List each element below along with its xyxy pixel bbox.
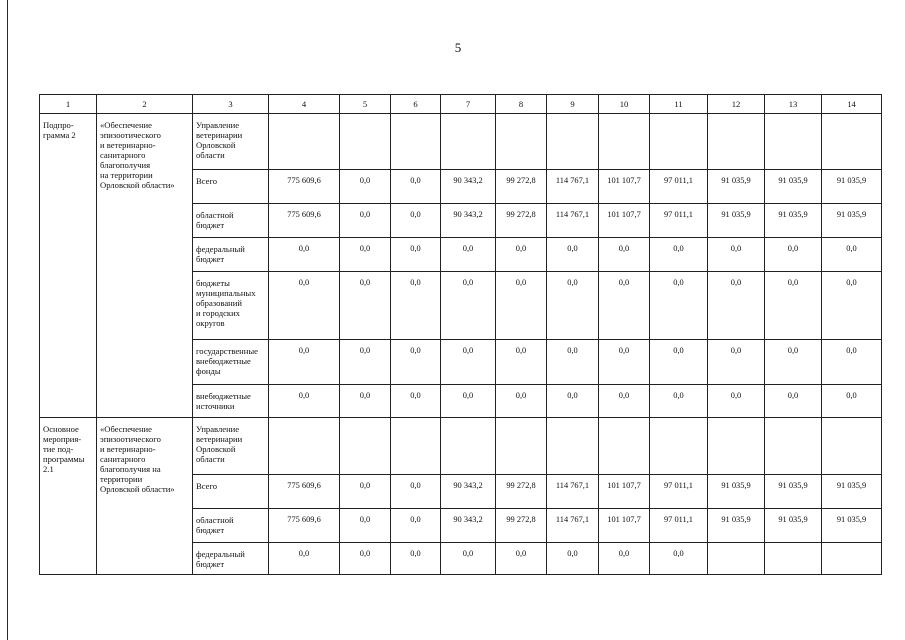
value-cell-col-13 (765, 418, 822, 475)
value-cell-col-14: 91 035,9 (822, 475, 882, 509)
value-cell-col-5: 0,0 (340, 272, 391, 340)
value-cell-col-6: 0,0 (391, 340, 441, 385)
funding-source-cell: бюджеты муниципальных образований и городских округов (193, 272, 269, 340)
value-cell-col-10: 0,0 (599, 543, 650, 575)
value-cell-col-10 (599, 418, 650, 475)
value-cell-col-11: 97 011,1 (650, 170, 708, 204)
value-cell-col-9: 114 767,1 (547, 204, 599, 238)
value-cell-col-4 (269, 418, 340, 475)
value-cell-col-11: 0,0 (650, 340, 708, 385)
column-header-9: 9 (547, 95, 599, 114)
value-cell-col-13: 91 035,9 (765, 475, 822, 509)
page-number: 5 (454, 40, 462, 55)
funding-source-cell: Управление ветеринарии Орловской области (193, 418, 269, 475)
value-cell-col-6 (391, 114, 441, 170)
value-cell-col-9: 114 767,1 (547, 475, 599, 509)
value-cell-col-5: 0,0 (340, 204, 391, 238)
value-cell-col-12: 91 035,9 (708, 204, 765, 238)
value-cell-col-14: 91 035,9 (822, 170, 882, 204)
value-cell-col-7: 0,0 (441, 543, 496, 575)
value-cell-col-6: 0,0 (391, 475, 441, 509)
column-header-8: 8 (496, 95, 547, 114)
value-cell-col-9 (547, 418, 599, 475)
value-cell-col-5: 0,0 (340, 170, 391, 204)
value-cell-col-11 (650, 418, 708, 475)
column-header-5: 5 (340, 95, 391, 114)
value-cell-col-14 (822, 543, 882, 575)
value-cell-col-11: 97 011,1 (650, 475, 708, 509)
value-cell-col-4 (269, 114, 340, 170)
column-header-4: 4 (269, 95, 340, 114)
column-header-7: 7 (441, 95, 496, 114)
value-cell-col-4: 0,0 (269, 543, 340, 575)
value-cell-col-4: 0,0 (269, 340, 340, 385)
value-cell-col-7: 90 343,2 (441, 170, 496, 204)
value-cell-col-7: 0,0 (441, 238, 496, 272)
value-cell-col-14: 0,0 (822, 340, 882, 385)
value-cell-col-6: 0,0 (391, 385, 441, 418)
value-cell-col-13: 0,0 (765, 238, 822, 272)
value-cell-col-10: 0,0 (599, 340, 650, 385)
value-cell-col-11: 0,0 (650, 272, 708, 340)
value-cell-col-5: 0,0 (340, 509, 391, 543)
value-cell-col-12: 0,0 (708, 238, 765, 272)
value-cell-col-13 (765, 543, 822, 575)
value-cell-col-8: 0,0 (496, 543, 547, 575)
value-cell-col-9: 0,0 (547, 238, 599, 272)
value-cell-col-7 (441, 114, 496, 170)
value-cell-col-13: 0,0 (765, 340, 822, 385)
funding-source-cell: областной бюджет (193, 509, 269, 543)
value-cell-col-6: 0,0 (391, 204, 441, 238)
value-cell-col-4: 775 609,6 (269, 170, 340, 204)
value-cell-col-13: 91 035,9 (765, 509, 822, 543)
value-cell-col-14: 0,0 (822, 272, 882, 340)
value-cell-col-10: 101 107,7 (599, 204, 650, 238)
column-header-13: 13 (765, 95, 822, 114)
value-cell-col-12: 0,0 (708, 340, 765, 385)
value-cell-col-6: 0,0 (391, 238, 441, 272)
value-cell-col-8 (496, 114, 547, 170)
value-cell-col-7: 0,0 (441, 340, 496, 385)
value-cell-col-6: 0,0 (391, 170, 441, 204)
value-cell-col-8: 99 272,8 (496, 509, 547, 543)
value-cell-col-13 (765, 114, 822, 170)
column-header-1: 1 (40, 95, 97, 114)
value-cell-col-12 (708, 543, 765, 575)
value-cell-col-6: 0,0 (391, 543, 441, 575)
value-cell-col-4: 775 609,6 (269, 475, 340, 509)
value-cell-col-8: 99 272,8 (496, 170, 547, 204)
value-cell-col-14 (822, 114, 882, 170)
funding-source-cell: федеральный бюджет (193, 543, 269, 575)
value-cell-col-7: 0,0 (441, 272, 496, 340)
column-header-12: 12 (708, 95, 765, 114)
value-cell-col-14: 0,0 (822, 385, 882, 418)
value-cell-col-8: 99 272,8 (496, 204, 547, 238)
value-cell-col-10: 0,0 (599, 385, 650, 418)
value-cell-col-14: 91 035,9 (822, 204, 882, 238)
value-cell-col-11: 0,0 (650, 385, 708, 418)
column-header-6: 6 (391, 95, 441, 114)
value-cell-col-11 (650, 114, 708, 170)
value-cell-col-9: 0,0 (547, 272, 599, 340)
value-cell-col-5 (340, 418, 391, 475)
value-cell-col-4: 775 609,6 (269, 509, 340, 543)
value-cell-col-12: 91 035,9 (708, 170, 765, 204)
value-cell-col-13: 91 035,9 (765, 204, 822, 238)
value-cell-col-11: 0,0 (650, 543, 708, 575)
table-row (40, 418, 882, 475)
program-code-cell: Основное мероприя- тие под- программы 2.1 (40, 418, 97, 575)
value-cell-col-9: 0,0 (547, 385, 599, 418)
value-cell-col-12: 0,0 (708, 272, 765, 340)
value-cell-col-12 (708, 114, 765, 170)
column-header-11: 11 (650, 95, 708, 114)
value-cell-col-13: 91 035,9 (765, 170, 822, 204)
value-cell-col-8: 0,0 (496, 340, 547, 385)
budget-table-body (40, 95, 882, 575)
program-name-cell: «Обеспечение эпизоотического и ветеринарно- санитарного благополучия на территории Орловской области» (97, 114, 193, 418)
value-cell-col-5: 0,0 (340, 238, 391, 272)
value-cell-col-9: 114 767,1 (547, 170, 599, 204)
funding-source-cell: государственные внебюджетные фонды (193, 340, 269, 385)
value-cell-col-5: 0,0 (340, 385, 391, 418)
value-cell-col-10: 101 107,7 (599, 475, 650, 509)
funding-source-cell: федеральный бюджет (193, 238, 269, 272)
value-cell-col-7: 0,0 (441, 385, 496, 418)
value-cell-col-10: 0,0 (599, 238, 650, 272)
value-cell-col-4: 775 609,6 (269, 204, 340, 238)
value-cell-col-11: 97 011,1 (650, 509, 708, 543)
funding-source-cell: Всего (193, 170, 269, 204)
column-header-14: 14 (822, 95, 882, 114)
page-margin-line (7, 0, 8, 640)
value-cell-col-6 (391, 418, 441, 475)
value-cell-col-10: 101 107,7 (599, 170, 650, 204)
funding-source-cell: Управление ветеринарии Орловской области (193, 114, 269, 170)
value-cell-col-8: 0,0 (496, 272, 547, 340)
value-cell-col-9: 0,0 (547, 543, 599, 575)
value-cell-col-10: 0,0 (599, 272, 650, 340)
value-cell-col-11: 97 011,1 (650, 204, 708, 238)
value-cell-col-14: 0,0 (822, 238, 882, 272)
value-cell-col-12: 0,0 (708, 385, 765, 418)
value-cell-col-6: 0,0 (391, 272, 441, 340)
value-cell-col-5: 0,0 (340, 475, 391, 509)
value-cell-col-9: 114 767,1 (547, 509, 599, 543)
value-cell-col-7 (441, 418, 496, 475)
value-cell-col-9: 0,0 (547, 340, 599, 385)
program-code-cell: Подпро- грамма 2 (40, 114, 97, 418)
column-header-3: 3 (193, 95, 269, 114)
program-name-cell: «Обеспечение эпизоотического и ветеринарно- санитарного благополучия на территории Орловской области» (97, 418, 193, 575)
value-cell-col-7: 90 343,2 (441, 475, 496, 509)
value-cell-col-12: 91 035,9 (708, 475, 765, 509)
value-cell-col-12: 91 035,9 (708, 509, 765, 543)
value-cell-col-12 (708, 418, 765, 475)
budget-table (39, 94, 882, 575)
value-cell-col-11: 0,0 (650, 238, 708, 272)
column-header-2: 2 (97, 95, 193, 114)
value-cell-col-10 (599, 114, 650, 170)
funding-source-cell: Всего (193, 475, 269, 509)
funding-source-cell: внебюджетные источники (193, 385, 269, 418)
column-header-10: 10 (599, 95, 650, 114)
value-cell-col-10: 101 107,7 (599, 509, 650, 543)
value-cell-col-8 (496, 418, 547, 475)
value-cell-col-7: 90 343,2 (441, 509, 496, 543)
value-cell-col-5: 0,0 (340, 543, 391, 575)
value-cell-col-9 (547, 114, 599, 170)
value-cell-col-14 (822, 418, 882, 475)
value-cell-col-6: 0,0 (391, 509, 441, 543)
value-cell-col-4: 0,0 (269, 272, 340, 340)
funding-source-cell: областной бюджет (193, 204, 269, 238)
value-cell-col-8: 0,0 (496, 385, 547, 418)
table-row (40, 114, 882, 170)
value-cell-col-7: 90 343,2 (441, 204, 496, 238)
value-cell-col-14: 91 035,9 (822, 509, 882, 543)
value-cell-col-5: 0,0 (340, 340, 391, 385)
value-cell-col-8: 99 272,8 (496, 475, 547, 509)
value-cell-col-13: 0,0 (765, 385, 822, 418)
value-cell-col-8: 0,0 (496, 238, 547, 272)
table-header-row (40, 95, 882, 114)
value-cell-col-13: 0,0 (765, 272, 822, 340)
value-cell-col-4: 0,0 (269, 385, 340, 418)
value-cell-col-4: 0,0 (269, 238, 340, 272)
value-cell-col-5 (340, 114, 391, 170)
